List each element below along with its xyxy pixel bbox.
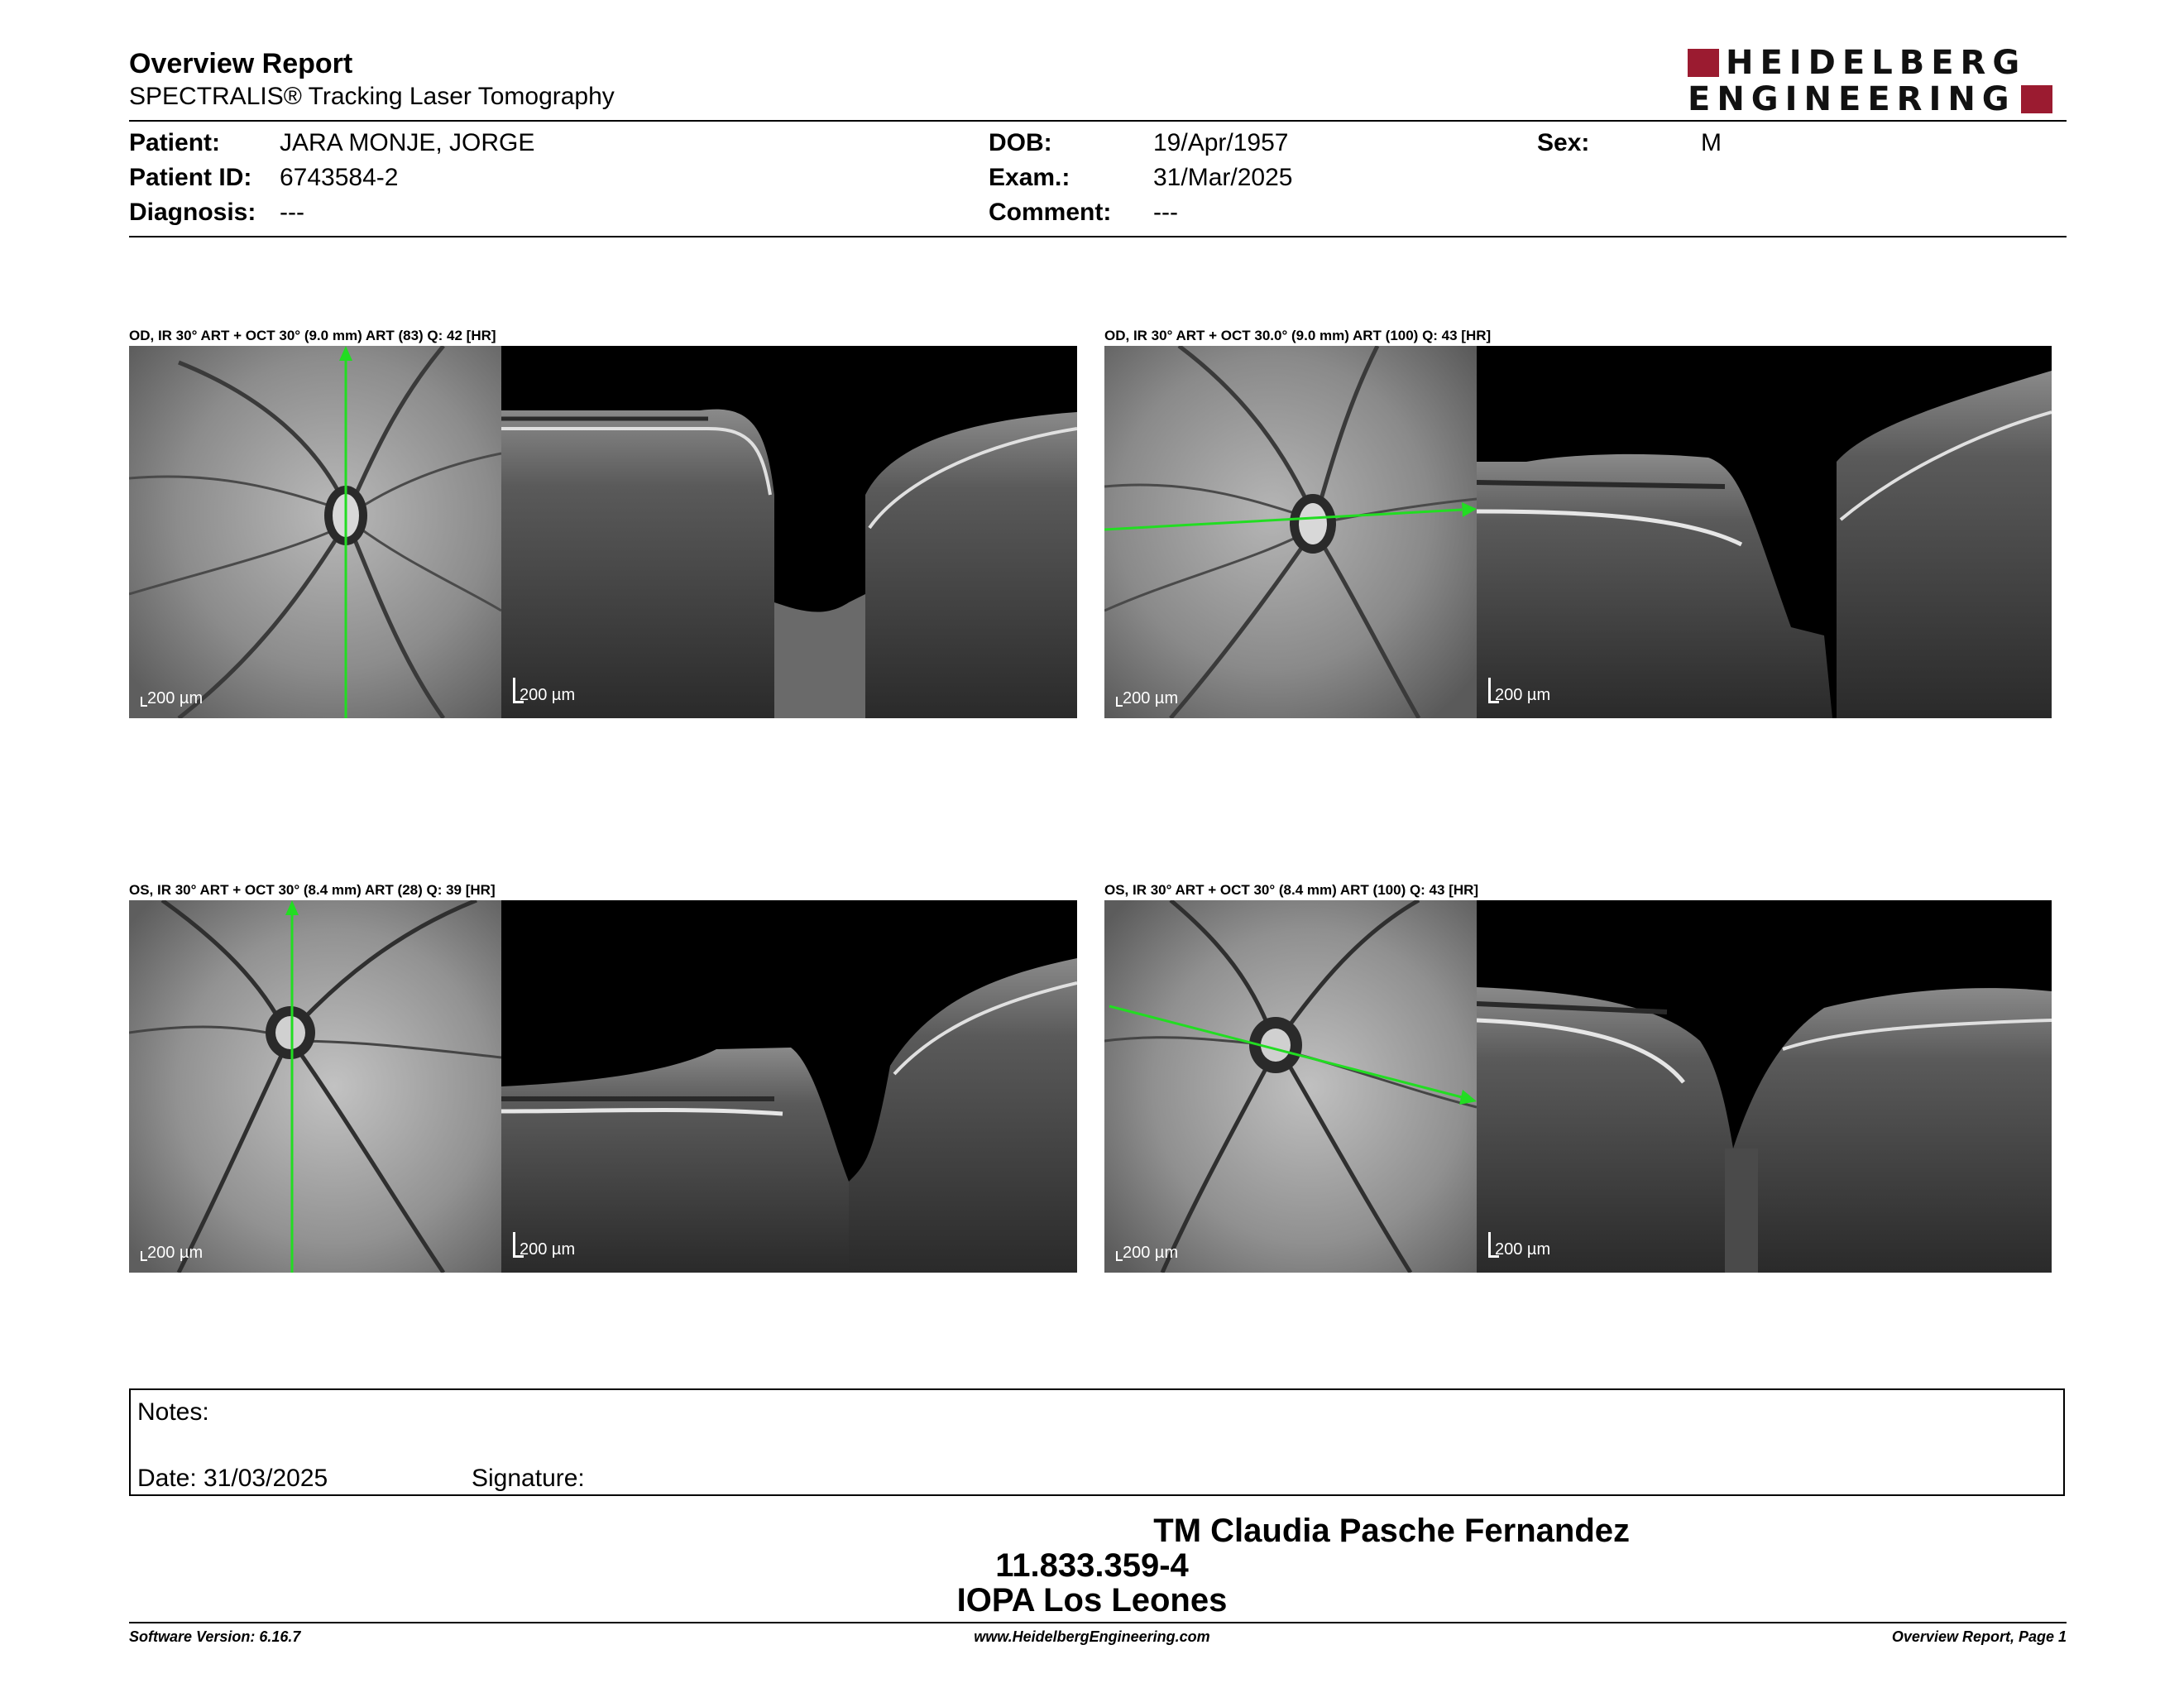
scan-caption-od-1: OD, IR 30° ART + OCT 30° (9.0 mm) ART (83) Q: 42 [HR] [129, 328, 496, 343]
website-link[interactable]: www.HeidelbergEngineering.com [974, 1628, 1210, 1645]
fundus-scale-label: 200 µm [1123, 689, 1179, 707]
fundus-image [129, 346, 501, 718]
logo-word-bottom: ENGINEERING [1688, 80, 2016, 118]
patient-id-label: Patient ID: [129, 164, 252, 191]
bscan-scale-label: 200 µm [520, 686, 576, 704]
notes-label: Notes: [137, 1398, 209, 1426]
signer-id: 11.833.359-4 [995, 1547, 1189, 1584]
logo-square-top [1688, 49, 1719, 77]
exam-value: 31/Mar/2025 [1153, 164, 1293, 191]
fundus-image [1104, 346, 1477, 718]
page-number: Overview Report, Page 1 [1891, 1628, 2067, 1645]
scan-panel-od-1[interactable] [129, 346, 1077, 718]
dob-label: DOB: [989, 129, 1052, 156]
sex-label: Sex: [1537, 129, 1590, 156]
logo-word-top: HEIDELBERG [1726, 44, 2027, 82]
software-version: Software Version: 6.16.7 [129, 1628, 301, 1645]
signer-name: TM Claudia Pasche Fernandez [1153, 1513, 1630, 1549]
bscan-scale-label: 200 µm [520, 1240, 576, 1259]
scan-panel-od-2[interactable] [1104, 346, 2052, 718]
scan-caption-od-2: OD, IR 30° ART + OCT 30.0° (9.0 mm) ART (100) Q: 43 [HR] [1104, 328, 1492, 343]
patient-divider [129, 236, 2067, 237]
scan-panel-os-1[interactable] [129, 900, 1077, 1273]
notes-box[interactable] [129, 1388, 2065, 1496]
heidelberg-logo [1688, 45, 2068, 117]
notes-date: Date: 31/03/2025 [137, 1465, 328, 1492]
fundus-scale-label: 200 µm [147, 689, 204, 707]
comment-value: --- [1153, 199, 1178, 226]
fundus-image [1104, 900, 1477, 1273]
diagnosis-label: Diagnosis: [129, 199, 256, 226]
scan-caption-os-1: OS, IR 30° ART + OCT 30° (8.4 mm) ART (28) Q: 39 [HR] [129, 882, 496, 898]
signer-place: IOPA Los Leones [956, 1582, 1228, 1618]
oct-bscan [1477, 900, 2052, 1273]
bscan-scale-label: 200 µm [1495, 686, 1551, 704]
header-divider [129, 120, 2067, 122]
oct-bscan [501, 346, 1077, 718]
report-subtitle: SPECTRALIS® Tracking Laser Tomography [129, 83, 615, 110]
comment-label: Comment: [989, 199, 1112, 226]
oct-bscan [1477, 346, 2052, 718]
signature-label: Signature: [472, 1465, 585, 1492]
bscan-scale-label: 200 µm [1495, 1240, 1551, 1259]
footer-divider [129, 1622, 2067, 1623]
logo-square-bottom [2021, 85, 2052, 113]
fundus-scale-label: 200 µm [147, 1244, 204, 1262]
fundus-image [129, 900, 501, 1273]
patient-label: Patient: [129, 129, 221, 156]
report-title: Overview Report [129, 48, 353, 79]
oct-bscan [501, 900, 1077, 1273]
fundus-scale-label: 200 µm [1123, 1244, 1179, 1262]
patient-id-value: 6743584-2 [280, 164, 399, 191]
patient-name: JARA MONJE, JORGE [280, 129, 535, 156]
exam-label: Exam.: [989, 164, 1070, 191]
scan-panel-os-2[interactable] [1104, 900, 2052, 1273]
dob-value: 19/Apr/1957 [1153, 129, 1289, 156]
diagnosis-value: --- [280, 199, 304, 226]
sex-value: M [1701, 129, 1722, 156]
scan-caption-os-2: OS, IR 30° ART + OCT 30° (8.4 mm) ART (100) Q: 43 [HR] [1104, 882, 1479, 898]
